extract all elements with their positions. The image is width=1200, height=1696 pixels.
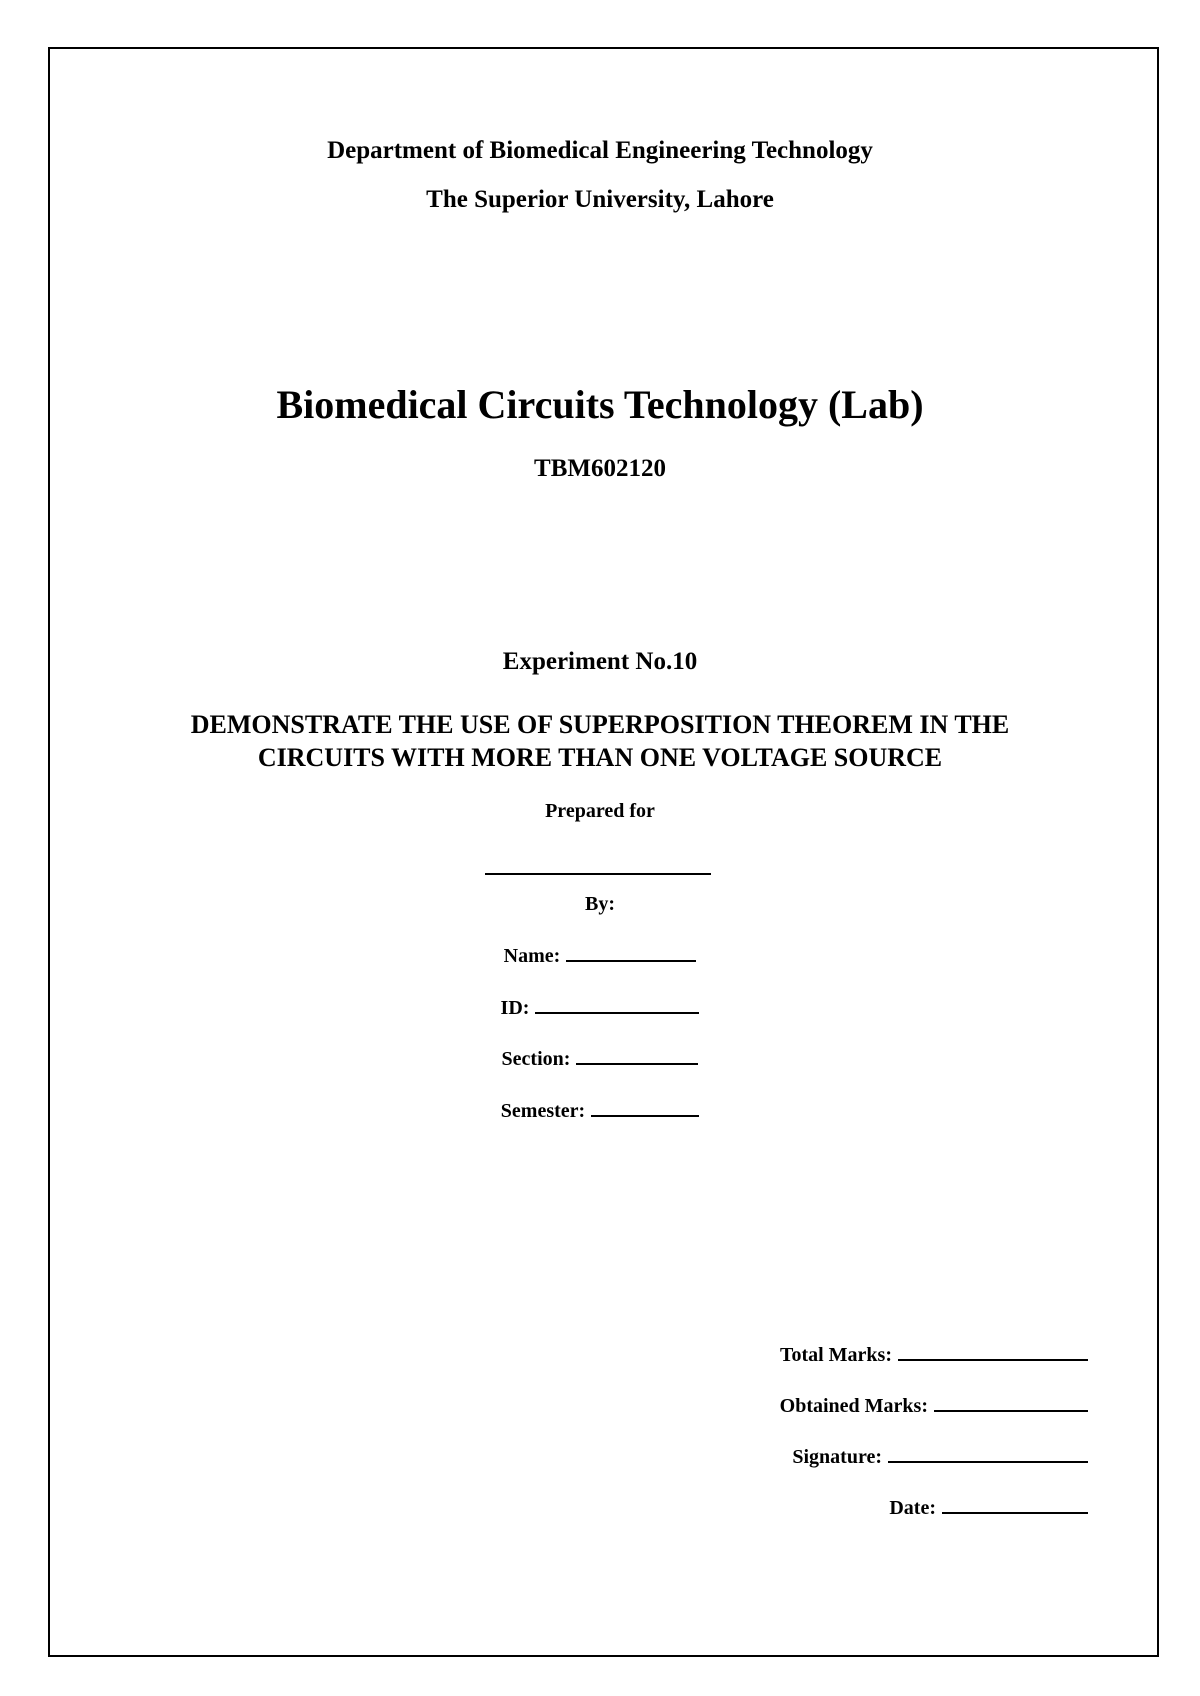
total-marks-label: Total Marks: <box>779 1344 892 1366</box>
name-label: Name: <box>503 945 561 967</box>
obtained-marks-row <box>780 1392 1088 1418</box>
date-label: Date: <box>889 1497 936 1519</box>
total-marks-row <box>780 1341 1088 1367</box>
name-blank[interactable] <box>566 942 696 962</box>
total-marks-blank[interactable] <box>898 1341 1088 1361</box>
signature-row <box>792 1443 1088 1469</box>
id-field <box>0 994 1200 1020</box>
obtained-marks-blank[interactable] <box>934 1392 1088 1412</box>
name-field <box>0 942 1200 968</box>
id-blank[interactable] <box>535 994 699 1014</box>
date-row <box>889 1494 1088 1520</box>
signature-label: Signature: <box>792 1446 882 1468</box>
experiment-title: DEMONSTRATE THE USE OF SUPERPOSITION THEOREM IN THE CIRCUITS WITH MORE THAN ONE VOLTAGE SOURCE <box>190 710 1010 772</box>
university-heading: The Superior University, Lahore <box>426 186 774 213</box>
prepared-for-blank[interactable] <box>485 873 711 875</box>
prepared-for-label: Prepared for <box>545 800 655 822</box>
date-blank[interactable] <box>942 1494 1088 1514</box>
section-field <box>0 1045 1200 1071</box>
course-code: TBM602120 <box>534 455 666 482</box>
experiment-number: Experiment No.10 <box>502 648 698 675</box>
section-label: Section: <box>501 1048 571 1070</box>
semester-label: Semester: <box>500 1100 586 1122</box>
obtained-marks-label: Obtained Marks: <box>779 1395 928 1417</box>
signature-blank[interactable] <box>888 1443 1088 1463</box>
semester-field <box>0 1097 1200 1123</box>
section-blank[interactable] <box>576 1045 698 1065</box>
by-label: By: <box>585 893 615 915</box>
course-title: Biomedical Circuits Technology (Lab) <box>276 382 924 427</box>
semester-blank[interactable] <box>591 1097 699 1117</box>
id-label: ID: <box>500 997 530 1019</box>
department-heading: Department of Biomedical Engineering Technology <box>327 137 873 164</box>
